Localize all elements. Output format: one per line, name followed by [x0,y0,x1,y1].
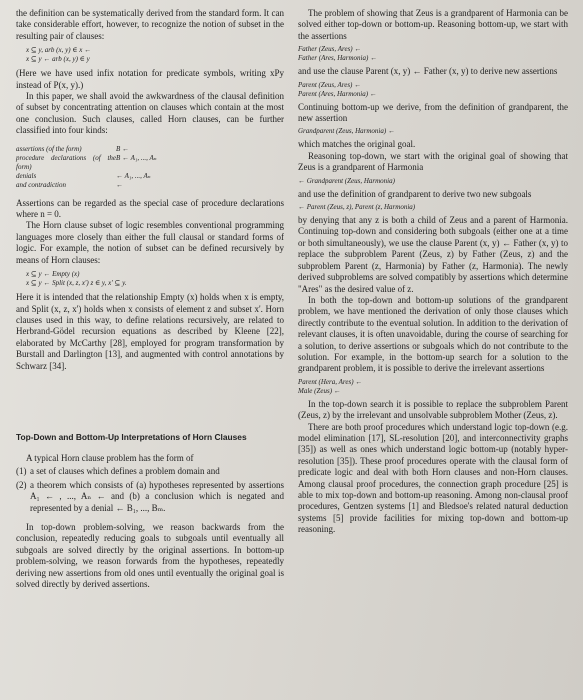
table-cell: ← [116,180,123,189]
paragraph: Continuing bottom-up we derive, from the definition of grandparent, the new assertion [298,101,568,124]
paragraph: and use the clause Parent (x, y) ← Father (x, y) to derive new assertions [298,66,558,77]
formula-block [26,270,284,288]
paragraph: (Here we have used infix notation for predicate symbols, writing xPy instead of P(x, y).) [16,68,284,90]
formula-line: x ⊆ y ← Split (x, z, x') z ∈ y, x' ⊆ y. [26,279,127,288]
paragraph: There are both proof procedures which understand logic top-down (e.g. model elimination [17], SL-resolution [20], and interconnectivity graphs [35]) as well as ones which understand logic bottom-up (notably hyper-resolution [35]). These proof procedures operate with the clausal form of predicate logic and deal with both Horn clauses and non-Horn clauses. Among clausal proof procedures, the connection graph procedure [25] is able to mix top-down and bottom-up reasoning. Among non-clausal proof procedures, Gentzen systems [1] and Bledsoe's related natural deduction systems [5] provide facilities for mixing top-down and bottom-up reasoning. [298,421,568,535]
paragraph: In top-down problem-solving, we reason backwards from the conclusion, repeatedly reducing goals to subgoals until eventually all subgoals are solved directly by the original assertions. In bottom-up problem-solving, we reason forwards from the hypotheses, repeatedly deriving new assertions from old ones until eventually the original goal is solved directly by derived assertions. [16,521,284,589]
table-cell: B ← [116,144,130,153]
formula-line: Parent (Hera, Ares) ← [298,377,363,386]
paragraph: In both the top-down and bottom-up solutions of the grandparent problem, we have mentioned the derivation of only those clauses which directly contribute to the eventual solution. In addition to the derivation of relevant clauses, it is often unavoidable, during the course of searching for a solution, to derive assertions or subgoals which do not contribute to the solution. For example, in the bottom-up search for a solution to the grandparent problem, it is possible to derive the irrelevant assertions [298,294,568,374]
formula-line: ← Grandparent (Zeus, Harmonia) [298,176,395,185]
list-number: (2) [16,479,27,490]
table-cell: B ← A₁, ..., Aₙ [116,153,157,162]
paragraph: A typical Horn clause problem has the form of [26,452,194,463]
formula-line: Father (Ares, Harmonia) ← [298,54,378,63]
list-text: a set of clauses which defines a problem domain and [30,466,220,477]
left-column [16,8,284,590]
section-heading: Top-Down and Bottom-Up Interpretations of Horn Clauses [16,431,247,442]
table-cell: ← A₁, ..., Aₙ [116,171,151,180]
formula-line: Male (Zeus) ← [298,386,341,395]
table-cell: and contradiction [16,180,66,189]
formula-block [298,81,568,99]
formula-line: Grandparent (Zeus, Harmonia) ← [298,127,395,136]
list-item [16,480,284,514]
paragraph: the definition can be systematically derived from the standard form. It can take considerable effort, however, to recognize the notion of subset in the resulting pair of clauses: [16,8,284,41]
paragraph: The problem of showing that Zeus is a grandparent of Harmonia can be solved either top-down or bottom-up. Reasoning bottom-up, we start with the assertions [298,8,568,41]
paragraph: The Horn clause subset of logic resembles conventional programming languages more closely than either the full clausal or standard forms of logic. For example, the notion of subset can be defined recursively by means of Horn clauses: [16,220,284,265]
formula-line: ← Parent (Zeus, z), Parent (z, Harmonia) [298,203,416,212]
formula-line: x ⊆ y ← arb (x, y) ∈ y [26,55,90,64]
paragraph: Reasoning top-down, we start with the original goal of showing that Zeus is a grandparent of Harmonia [298,150,568,173]
right-column [298,8,568,536]
list-number: (1) [16,466,27,477]
paragraph: Assertions can be regarded as the special case of procedure declarations where n = 0. [16,197,284,220]
paragraph: In the top-down search it is possible to replace the subproblem Parent (Zeus, z) by the irrelevant and unsolvable subproblem Mother (Zeus, z). [298,398,568,421]
table-cell: denials [16,171,37,180]
paragraph: and use the definition of grandparent to derive two new subgoals [298,188,532,199]
paragraph: Here it is intended that the relationship Empty (x) holds when x is empty, and Split (x, z, x') holds when x consists of element z and subset x'. Horn clauses used in this way, to define relations recursively, are related to Herbrand-Gödel recursion equations as described by Kleene [22], elaborated by McCarthy [28], employed for program transformation by Burstall and Darlington [13], and augmented with control annotations by Schwarz [34]. [16,292,284,371]
paragraph: In this paper, we shall avoid the awkwardness of the clausal definition of subset by concentrating attention on clauses which contain at the most one conclusion. Such clauses, called Horn clauses, can be further classified into four kinds: [16,91,284,136]
formula-line: Parent (Ares, Harmonia) ← [298,89,377,98]
formula-line: Father (Zeus, Ares) ← [298,45,362,54]
formula-block [298,45,568,63]
paragraph: which matches the original goal. [298,139,416,150]
clause-kinds-table [16,145,284,190]
list-item [16,466,284,477]
paragraph: by denying that any z is both a child of Zeus and a parent of Harmonia. Continuing top-down and considering both subgoals (either one at a time or both simultaneously), we use the clause Parent (x, y) ← Father (x, y) to replace the subproblem Parent (Zeus, z) by Father (Zeus, z) and the subproblem Parent (z, Harmonia) by Father (z, Harmonia). The newly derived subproblems are solved compatibly by assertions which determine "Ares" as the desired value of z. [298,215,568,294]
formula-block [26,46,284,64]
table-cell: procedure declarations (of the form) [16,153,116,171]
table-cell: assertions (of the form) [16,144,82,153]
formula-line: Parent (Zeus, Ares) ← [298,80,362,89]
formula-line: x ⊆ y, arb (x, y) ∈ x ← [26,46,92,55]
formula-line: x ⊆ y ← Empty (x) [26,270,80,279]
list-text: a theorem which consists of (a) hypotheses represented by assertions A₁ ← , ..., Aₙ ← and (b) a conclusion which is negated and represented by a denial ← B₁, ..., Bₘ. [30,479,284,513]
formula-block [298,378,568,396]
